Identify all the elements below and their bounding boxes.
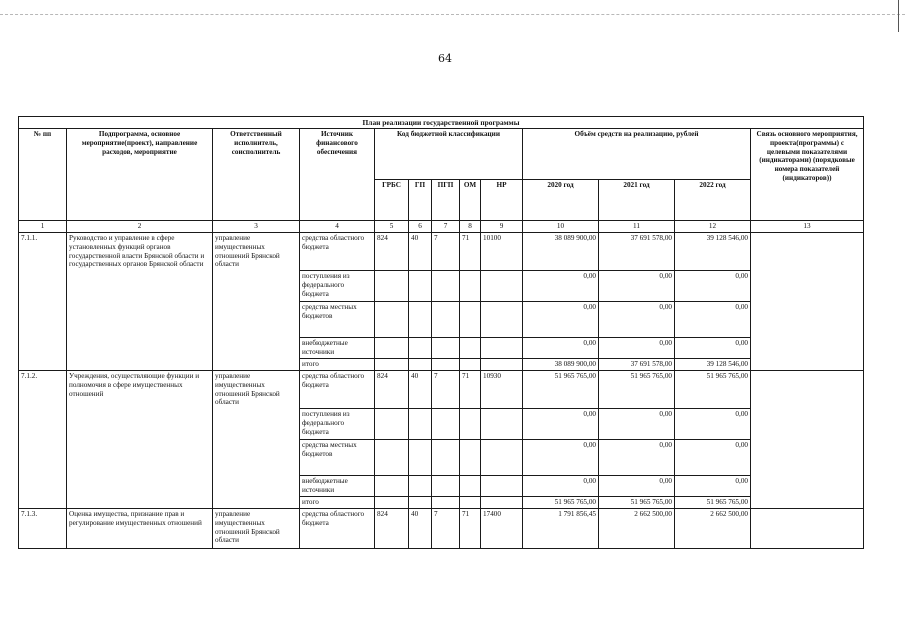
amount-2022: 51 965 765,00 (675, 371, 751, 409)
amount-2020: 0,00 (523, 338, 599, 359)
code-pgp (432, 497, 460, 509)
implementation-plan-table (18, 116, 864, 549)
amount-2021: 2 662 500,00 (599, 509, 675, 549)
code-np (481, 359, 523, 371)
column-number: 6 (409, 221, 432, 233)
activity-responsible: управление имущественных отношений Брянской области (213, 233, 300, 371)
amount-2021: 0,00 (599, 476, 675, 497)
activity-name: Оценка имущества, признание прав и регулирование имущественных отношений (67, 509, 213, 549)
amount-2020: 1 791 856,45 (523, 509, 599, 549)
activity-number: 7.1.1. (19, 233, 67, 371)
amount-2022: 0,00 (675, 302, 751, 338)
funding-source-total: итого (300, 497, 375, 509)
amount-2021: 51 965 765,00 (599, 371, 675, 409)
table-row (19, 371, 864, 409)
code-pgp: 7 (432, 509, 460, 549)
total-2020: 51 965 765,00 (523, 497, 599, 509)
amount-2022: 39 128 546,00 (675, 233, 751, 271)
table-row (19, 509, 864, 549)
header-no: № пп (19, 129, 67, 221)
header-link: Связь основного мероприятия, проекта(программы) с целевыми показателями (индикаторами) (порядковые номера показателей (индикаторов)) (751, 129, 864, 221)
header-volume-group: Объём средств на реализацию, рублей (523, 129, 751, 180)
column-number: 12 (675, 221, 751, 233)
table-row (19, 233, 864, 271)
total-2021: 37 691 578,00 (599, 359, 675, 371)
funding-source-total: итого (300, 359, 375, 371)
total-2020: 38 089 900,00 (523, 359, 599, 371)
code-pgp (432, 302, 460, 338)
activity-name: Учреждения, осуществляющие функции и полномочия в сфере имущественных отношений (67, 371, 213, 509)
header-pgp: ПГП (432, 180, 460, 221)
amount-2022: 2 662 500,00 (675, 509, 751, 549)
code-gp (409, 359, 432, 371)
amount-2021: 0,00 (599, 440, 675, 476)
amount-2021: 0,00 (599, 302, 675, 338)
funding-source: внебюджетные источники (300, 338, 375, 359)
code-grbs (375, 359, 409, 371)
header-responsible: Ответственный исполнитель, соисполнитель (213, 129, 300, 221)
amount-2020: 38 089 900,00 (523, 233, 599, 271)
code-grbs (375, 409, 409, 440)
code-om: 71 (460, 233, 481, 271)
column-number: 10 (523, 221, 599, 233)
code-np (481, 271, 523, 302)
column-number-row (19, 221, 864, 233)
code-grbs: 824 (375, 233, 409, 271)
page-number: 64 (438, 52, 452, 65)
code-om (460, 271, 481, 302)
amount-2021: 0,00 (599, 271, 675, 302)
code-grbs (375, 476, 409, 497)
code-om (460, 497, 481, 509)
code-pgp (432, 409, 460, 440)
header-kbk-group: Код бюджетной классификации (375, 129, 523, 180)
indicator-link (751, 509, 864, 549)
column-number: 8 (460, 221, 481, 233)
amount-2021: 0,00 (599, 409, 675, 440)
code-gp: 40 (409, 233, 432, 271)
funding-source: средства областного бюджета (300, 233, 375, 271)
code-np (481, 409, 523, 440)
column-number: 13 (751, 221, 864, 233)
code-grbs (375, 338, 409, 359)
code-pgp (432, 440, 460, 476)
amount-2020: 0,00 (523, 271, 599, 302)
code-pgp (432, 359, 460, 371)
code-np: 10100 (481, 233, 523, 271)
activity-name: Руководство и управление в сфере установленных функций органов государственной власти Брянской области и государственных органов Брянской области (67, 233, 213, 371)
funding-source: средства местных бюджетов (300, 440, 375, 476)
header-2021: 2021 год (599, 180, 675, 221)
amount-2022: 0,00 (675, 476, 751, 497)
amount-2020: 0,00 (523, 409, 599, 440)
scan-edge-mark (898, 0, 899, 32)
amount-2022: 0,00 (675, 409, 751, 440)
activity-responsible: управление имущественных отношений Брянской области (213, 509, 300, 549)
funding-source: средства областного бюджета (300, 509, 375, 549)
code-om (460, 440, 481, 476)
code-grbs: 824 (375, 509, 409, 549)
code-gp: 40 (409, 509, 432, 549)
code-pgp: 7 (432, 233, 460, 271)
activity-number: 7.1.2. (19, 371, 67, 509)
code-pgp: 7 (432, 371, 460, 409)
code-np (481, 338, 523, 359)
total-2022: 51 965 765,00 (675, 497, 751, 509)
column-number: 1 (19, 221, 67, 233)
funding-source: поступления из федерального бюджета (300, 271, 375, 302)
activity-number: 7.1.3. (19, 509, 67, 549)
code-gp (409, 271, 432, 302)
scan-artifact-line (0, 14, 905, 15)
code-om: 71 (460, 371, 481, 409)
amount-2022: 0,00 (675, 271, 751, 302)
total-2021: 51 965 765,00 (599, 497, 675, 509)
code-grbs (375, 271, 409, 302)
amount-2020: 0,00 (523, 440, 599, 476)
header-source: Источник финансового обеспечения (300, 129, 375, 221)
code-pgp (432, 476, 460, 497)
code-grbs (375, 440, 409, 476)
amount-2021: 0,00 (599, 338, 675, 359)
code-np: 17400 (481, 509, 523, 549)
code-om (460, 302, 481, 338)
header-subprogram: Подпрограмма, основное мероприятие(проект), направление расходов, мероприятие (67, 129, 213, 221)
code-gp (409, 338, 432, 359)
code-om: 71 (460, 509, 481, 549)
header-2020: 2020 год (523, 180, 599, 221)
column-number: 3 (213, 221, 300, 233)
column-number: 4 (300, 221, 375, 233)
code-np (481, 497, 523, 509)
amount-2020: 51 965 765,00 (523, 371, 599, 409)
code-pgp (432, 338, 460, 359)
header-grbs: ГРБС (375, 180, 409, 221)
indicator-link (751, 233, 864, 371)
code-gp (409, 440, 432, 476)
header-gp: ГП (409, 180, 432, 221)
table-title: План реализации государственной программы (19, 117, 864, 129)
code-om (460, 338, 481, 359)
code-gp (409, 302, 432, 338)
code-om (460, 359, 481, 371)
activity-responsible: управление имущественных отношений Брянской области (213, 371, 300, 509)
column-number: 2 (67, 221, 213, 233)
code-grbs (375, 497, 409, 509)
funding-source: внебюджетные источники (300, 476, 375, 497)
code-np (481, 440, 523, 476)
code-np (481, 302, 523, 338)
header-np: НР (481, 180, 523, 221)
code-gp (409, 409, 432, 440)
amount-2022: 0,00 (675, 338, 751, 359)
column-number: 9 (481, 221, 523, 233)
header-2022: 2022 год (675, 180, 751, 221)
code-om (460, 476, 481, 497)
column-number: 7 (432, 221, 460, 233)
code-grbs: 824 (375, 371, 409, 409)
indicator-link (751, 371, 864, 509)
code-gp (409, 476, 432, 497)
code-gp: 40 (409, 371, 432, 409)
code-grbs (375, 302, 409, 338)
header-om: ОМ (460, 180, 481, 221)
code-pgp (432, 271, 460, 302)
amount-2020: 0,00 (523, 476, 599, 497)
column-number: 5 (375, 221, 409, 233)
code-gp (409, 497, 432, 509)
funding-source: поступления из федерального бюджета (300, 409, 375, 440)
amount-2020: 0,00 (523, 302, 599, 338)
code-np (481, 476, 523, 497)
funding-source: средства местных бюджетов (300, 302, 375, 338)
code-np: 10930 (481, 371, 523, 409)
funding-source: средства областного бюджета (300, 371, 375, 409)
column-number: 11 (599, 221, 675, 233)
amount-2021: 37 691 578,00 (599, 233, 675, 271)
code-om (460, 409, 481, 440)
amount-2022: 0,00 (675, 440, 751, 476)
total-2022: 39 128 546,00 (675, 359, 751, 371)
